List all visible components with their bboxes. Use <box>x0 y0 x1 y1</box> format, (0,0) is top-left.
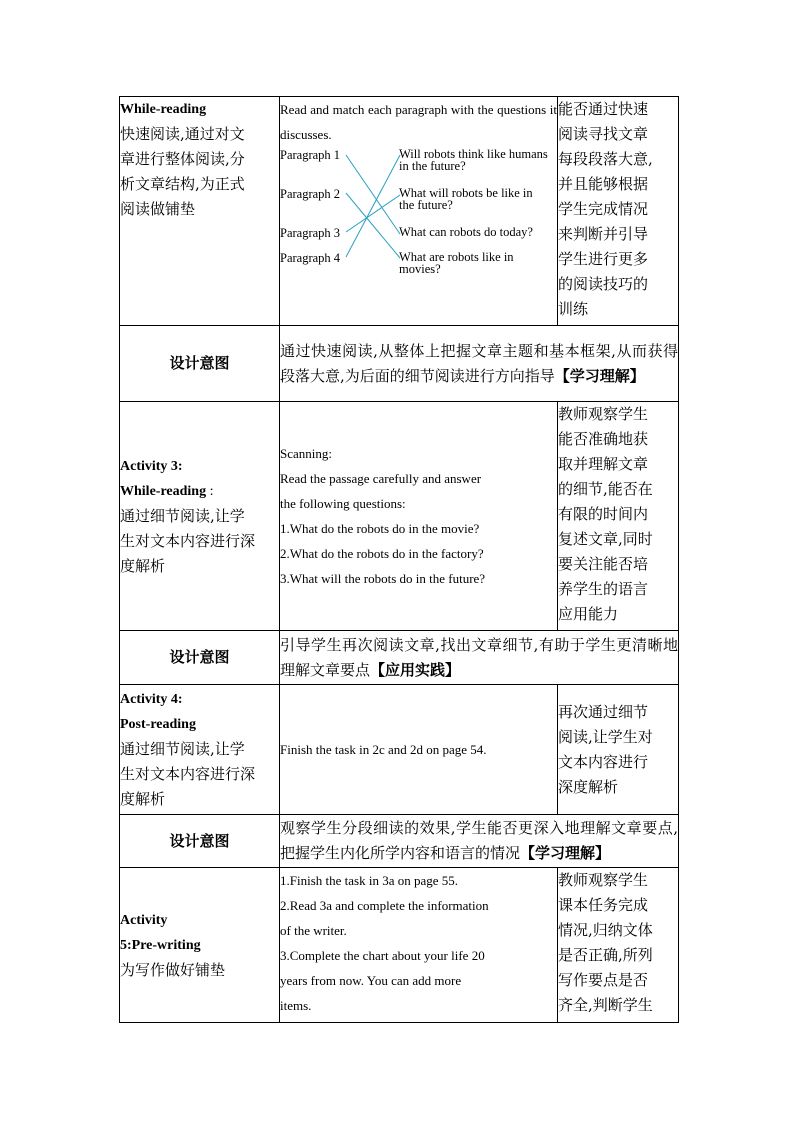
activity-cell <box>120 97 280 326</box>
activity-stage: Post-reading <box>120 717 196 732</box>
intent-text: 引导学生再次阅读文章,找出文章细节,有助于学生更清晰地理解文章要点 <box>280 635 678 679</box>
evaluation-text: 复述文章,同时 <box>558 530 653 548</box>
evaluation-text: 阅读,让学生对 <box>558 727 653 746</box>
activity-title: Activity <box>120 912 168 928</box>
intent-text: 通过快速阅读,从整体上把握文章主题和基本框架,从而获得段落大意,为后面的细节阅读进行方向指导 <box>280 341 678 385</box>
table-row <box>120 868 679 1023</box>
intent-text: 观察学生分段细读的效果,学生能否更深入地理解文章要点,把握学生内化所学内容和语言的情况 <box>280 819 678 862</box>
evaluation-text: 取并理解文章 <box>558 455 649 473</box>
activity-desc: 章进行整体阅读,分 <box>120 150 245 168</box>
evaluation-text: 齐全,判断学生 <box>558 996 653 1014</box>
intent-cell <box>280 815 679 868</box>
intent-tag: 【学习理解】 <box>554 366 645 385</box>
activity-title: Activity 3: <box>120 458 183 474</box>
activity-stage: While-reading <box>120 102 207 117</box>
intent-label-cell <box>120 326 280 402</box>
activity-stage-suffix: : <box>206 483 214 499</box>
activity-desc: 生对文本内容进行深 <box>120 531 256 550</box>
activity-desc: 度解析 <box>120 556 166 575</box>
intent-label-cell <box>120 815 280 868</box>
evaluation-text: 的细节,能否在 <box>558 480 653 498</box>
task-text: Finish the task in 2c and 2d on page 54. <box>280 742 487 757</box>
question-label: What will robots be like in the future? <box>399 186 533 212</box>
activity-desc: 析文章结构,为正式 <box>120 175 245 193</box>
evaluation-text: 要关注能否培 <box>558 555 649 573</box>
evaluation-text: 并且能够根据 <box>558 175 649 193</box>
activity-cell <box>120 402 280 631</box>
task-text: years from now. You can add more <box>280 973 462 988</box>
match-diagram <box>280 147 557 277</box>
evaluation-cell <box>558 402 679 631</box>
paragraph-label: Paragraph 4 <box>280 251 341 265</box>
activity-desc: 度解析 <box>120 790 166 808</box>
intent-label: 设计意图 <box>169 648 230 666</box>
task-text: 3.Complete the chart about your life 20 <box>280 948 485 963</box>
task-cell <box>280 685 558 815</box>
evaluation-text: 教师观察学生 <box>558 871 649 889</box>
question-label: What can robots do today? <box>399 225 533 239</box>
question-label: Will robots think like humans in the future? <box>399 147 548 173</box>
evaluation-text: 再次通过细节 <box>558 702 649 721</box>
table-row <box>120 815 679 868</box>
activity-cell <box>120 685 280 815</box>
evaluation-text: 能否准确地获 <box>558 430 649 448</box>
intent-tag: 【学习理解】 <box>520 844 611 862</box>
task-text: 1.What do the robots do in the movie? <box>280 521 480 536</box>
intent-label: 设计意图 <box>169 354 230 372</box>
activity-desc: 阅读做铺垫 <box>120 200 196 218</box>
evaluation-cell <box>558 97 679 326</box>
evaluation-text: 阅读寻找文章 <box>558 125 649 143</box>
paragraph-label: Paragraph 3 <box>280 226 341 240</box>
activity-title: Activity 4: <box>120 692 183 707</box>
task-text: of the writer. <box>280 923 347 938</box>
task-text: 2.Read 3a and complete the information <box>280 898 489 913</box>
activity-desc: 生对文本内容进行深 <box>120 765 256 783</box>
evaluation-text: 每段段落大意, <box>558 150 653 168</box>
intent-label: 设计意图 <box>169 831 230 850</box>
paragraph-label: Paragraph 1 <box>280 148 341 162</box>
table-row <box>120 685 679 815</box>
intent-tag: 【应用实践】 <box>370 660 461 679</box>
evaluation-text: 学生完成情况 <box>558 200 649 218</box>
evaluation-text: 深度解析 <box>558 777 619 796</box>
intent-cell <box>280 631 679 685</box>
evaluation-text: 能否通过快速 <box>558 100 649 118</box>
evaluation-text: 的阅读技巧的 <box>558 275 649 293</box>
activity-desc: 通过细节阅读,让学 <box>120 506 245 525</box>
activity-desc: 为写作做好铺垫 <box>120 960 226 979</box>
task-text: 2.What do the robots do in the factory? <box>280 546 484 561</box>
table-row <box>120 326 679 402</box>
task-cell <box>280 868 558 1023</box>
lesson-plan-table <box>119 96 679 1023</box>
task-text: 3.What will the robots do in the future? <box>280 571 486 586</box>
intent-cell <box>280 326 679 402</box>
evaluation-text: 写作要点是否 <box>558 971 649 989</box>
evaluation-text: 养学生的语言 <box>558 580 649 598</box>
task-text: items. <box>280 998 312 1013</box>
evaluation-text: 有限的时间内 <box>558 505 649 523</box>
match-line-2 <box>346 193 400 258</box>
paragraph-label: Paragraph 2 <box>280 187 341 201</box>
intent-label-cell <box>120 631 280 685</box>
task-text: Scanning: <box>280 446 332 461</box>
task-cell <box>280 402 558 631</box>
task-cell <box>280 97 558 326</box>
table-row <box>120 631 679 685</box>
evaluation-text: 课本任务完成 <box>558 896 649 914</box>
task-text: Read the passage carefully and answer <box>280 471 482 486</box>
activity-stage: 5:Pre-writing <box>120 937 201 953</box>
evaluation-text: 训练 <box>558 300 589 318</box>
match-line-1 <box>346 155 400 234</box>
task-text: the following questions: <box>280 496 406 511</box>
activity-desc: 快速阅读,通过对文 <box>120 125 245 143</box>
task-text: 1.Finish the task in 3a on page 55. <box>280 873 459 888</box>
evaluation-cell <box>558 868 679 1023</box>
activity-cell <box>120 868 280 1023</box>
question-label: What are robots like in movies? <box>399 250 514 276</box>
task-intro: Read and match each paragraph with the questions it discusses. <box>280 102 557 142</box>
evaluation-text: 情况,归纳文体 <box>558 921 653 939</box>
match-line-4 <box>346 155 400 257</box>
table-row <box>120 402 679 631</box>
activity-stage: While-reading <box>120 483 207 499</box>
evaluation-cell <box>558 685 679 815</box>
evaluation-text: 学生进行更多 <box>558 250 649 268</box>
match-line-3 <box>346 195 400 232</box>
evaluation-text: 文本内容进行 <box>558 752 649 771</box>
evaluation-text: 教师观察学生 <box>558 405 649 423</box>
evaluation-text: 应用能力 <box>558 605 619 623</box>
evaluation-text: 是否正确,所列 <box>558 946 653 964</box>
evaluation-text: 来判断并引导 <box>558 225 649 243</box>
table-row <box>120 97 679 326</box>
activity-desc: 通过细节阅读,让学 <box>120 740 245 758</box>
